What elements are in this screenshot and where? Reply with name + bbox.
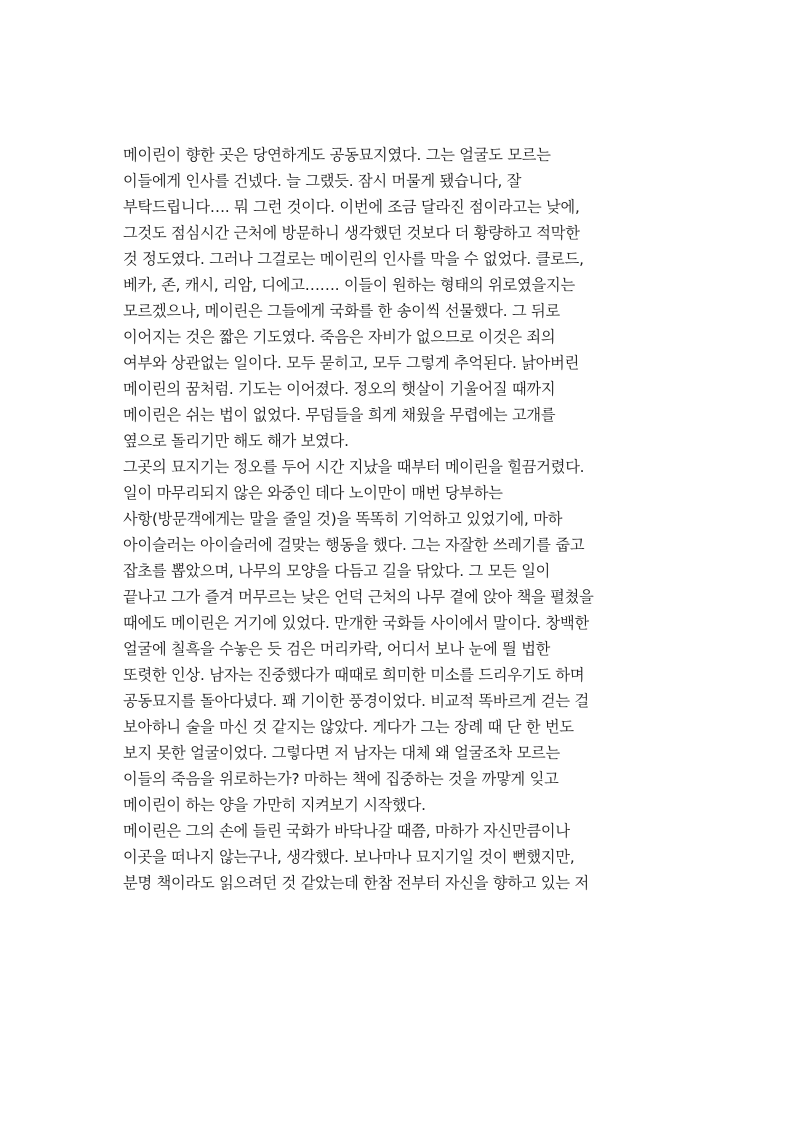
text-line: 메이린은 쉬는 법이 없었다. 무덤들을 희게 채웠을 무렵에는 고개를	[123, 406, 556, 424]
text-line: 얼굴에 칠흑을 수놓은 듯 검은 머리카락, 어디서 보나 눈에 띌 법한	[123, 640, 551, 658]
text-line: 분명 책이라도 읽으려던 것 같았는데 한참 전부터 자신을 향하고 있는 저	[123, 874, 589, 892]
text-line: 것 정도였다. 그러나 그걸로는 메이린의 인사를 막을 수 없었다. 클로드,	[123, 250, 584, 268]
text-line: 잡초를 뽑았으며, 나무의 모양을 다듬고 길을 닦았다. 그 모든 일이	[123, 562, 551, 580]
text-line: 또렷한 인상. 남자는 진중했다가 때때로 희미한 미소를 드리우기도 하며	[123, 666, 585, 684]
text-line: 이곳을 떠나지 않는구나, 생각했다. 보나마나 묘지기일 것이 뻔했지만,	[123, 848, 575, 866]
text-line: 보아하니 술을 마신 것 같지는 않았다. 게다가 그는 장례 때 단 한 번도	[123, 718, 574, 736]
text-line: 아이슬러는 아이슬러에 걸맞는 행동을 했다. 그는 자잘한 쓰레기를 줍고	[123, 536, 585, 554]
text-line: 보지 못한 얼굴이었다. 그렇다면 저 남자는 대체 왜 얼굴조차 모르는	[123, 744, 560, 762]
text-line: 메이린의 꿈처럼. 기도는 이어졌다. 정오의 햇살이 기울어질 때까지	[123, 380, 556, 398]
body-text	[123, 142, 663, 896]
text-line: 끝나고 그가 즐겨 머무르는 낮은 언덕 근처의 나무 곁에 앉아 책을 펼쳤을	[123, 588, 594, 606]
text-line: 부탁드립니다…. 뭐 그런 것이다. 이번에 조금 달라진 점이라고는 낮에,	[123, 198, 580, 216]
text-line: 베카, 존, 캐시, 리암, 디에고……. 이들이 원하는 형태의 위로였을지는	[123, 276, 575, 294]
text-line: 여부와 상관없는 일이다. 모두 묻히고, 모두 그렇게 추억된다. 낡아버린	[123, 354, 580, 372]
text-line: 옆으로 돌리기만 해도 해가 보였다.	[123, 432, 349, 450]
text-line: 그것도 점심시간 근처에 방문하니 생각했던 것보다 더 황량하고 적막한	[123, 224, 580, 242]
text-line: 사항(방문객에게는 말을 줄일 것)을 똑똑히 기억하고 있었기에, 마하	[123, 510, 563, 528]
text-line: 일이 마무리되지 않은 와중인 데다 노이만이 매번 당부하는	[123, 484, 503, 502]
text-line: 그곳의 묘지기는 정오를 두어 시간 지났을 때부터 메이린을 힐끔거렸다.	[123, 458, 585, 476]
text-line: 모르겠으나, 메이린은 그들에게 국화를 한 송이씩 선물했다. 그 뒤로	[123, 302, 560, 320]
text-line: 이들의 죽음을 위로하는가? 마하는 책에 집중하는 것을 까맣게 잊고	[123, 770, 559, 788]
text-line: 메이린이 향한 곳은 당연하게도 공동묘지였다. 그는 얼굴도 모르는	[123, 146, 551, 164]
text-line: 메이린이 하는 양을 가만히 지켜보기 시작했다.	[123, 796, 426, 814]
text-line: 공동묘지를 돌아다녔다. 꽤 기이한 풍경이었다. 비교적 똑바르게 걷는 걸	[123, 692, 589, 710]
text-line: 이들에게 인사를 건넸다. 늘 그랬듯. 잠시 머물게 됐습니다, 잘	[123, 172, 522, 190]
text-line: 메이린은 그의 손에 들린 국화가 바닥나갈 때쯤, 마하가 자신만큼이나	[123, 822, 570, 840]
text-line: 때에도 메이린은 거기에 있었다. 만개한 국화들 사이에서 말이다. 창백한	[123, 614, 589, 632]
text-line: 이어지는 것은 짧은 기도였다. 죽음은 자비가 없으므로 이것은 죄의	[123, 328, 556, 346]
